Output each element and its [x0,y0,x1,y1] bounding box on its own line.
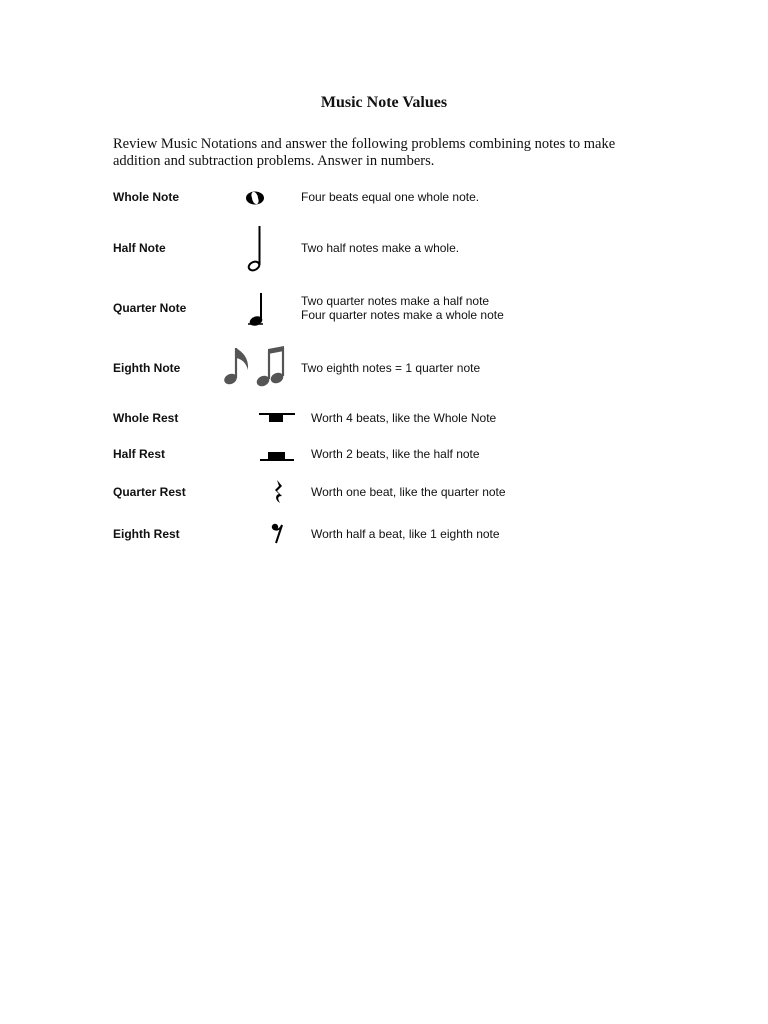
row-desc-half-rest [311,447,480,461]
row-desc-quarter-note [301,294,504,322]
row-label-half-note: Half Note [113,241,166,255]
page-title: Music Note Values [320,94,448,111]
row-label-eighth-note: Eighth Note [113,361,181,375]
row-desc-eighth-note [301,361,480,375]
intro-paragraph [113,136,673,170]
row-label-whole-rest: Whole Rest [113,411,179,425]
intro-line: Review Music Notations and answer the following problems combining notes to make [113,136,616,152]
desc-line: Two eighth notes = 1 quarter note [301,361,481,375]
desc-line: Four quarter notes make a whole note [301,308,504,322]
eighth-rest-icon [270,522,286,546]
desc-line: Two half notes make a whole. [301,241,460,255]
row-desc-whole-rest [311,411,496,425]
desc-line: Two quarter notes make a half note [301,294,490,308]
row-label-quarter-note: Quarter Note [113,301,187,315]
row-label-half-rest: Half Rest [113,447,166,461]
whole-note-icon [244,190,266,206]
row-desc-quarter-rest [311,485,506,499]
row-desc-eighth-rest [311,527,500,541]
row-desc-whole-note [301,190,479,204]
quarter-rest-icon [272,479,286,505]
row-label-eighth-rest: Eighth Rest [113,527,180,541]
desc-line: Worth 2 beats, like the half note [311,447,480,461]
row-label-whole-note: Whole Note [113,190,179,204]
intro-line: addition and subtraction problems. Answer in numbers. [113,153,435,169]
row-desc-half-note [301,241,459,255]
desc-line: Four beats equal one whole note. [301,190,480,204]
desc-line: Worth one beat, like the quarter note [311,485,506,499]
row-label-quarter-rest: Quarter Rest [113,485,186,499]
eighth-notes-icon [222,345,288,391]
half-note-icon [244,224,264,274]
desc-line: Worth 4 beats, like the Whole Note [311,411,497,425]
quarter-note-icon [244,291,266,329]
whole-rest-icon [258,411,296,425]
desc-line: Worth half a beat, like 1 eighth note [311,527,500,541]
half-rest-icon [259,449,295,463]
